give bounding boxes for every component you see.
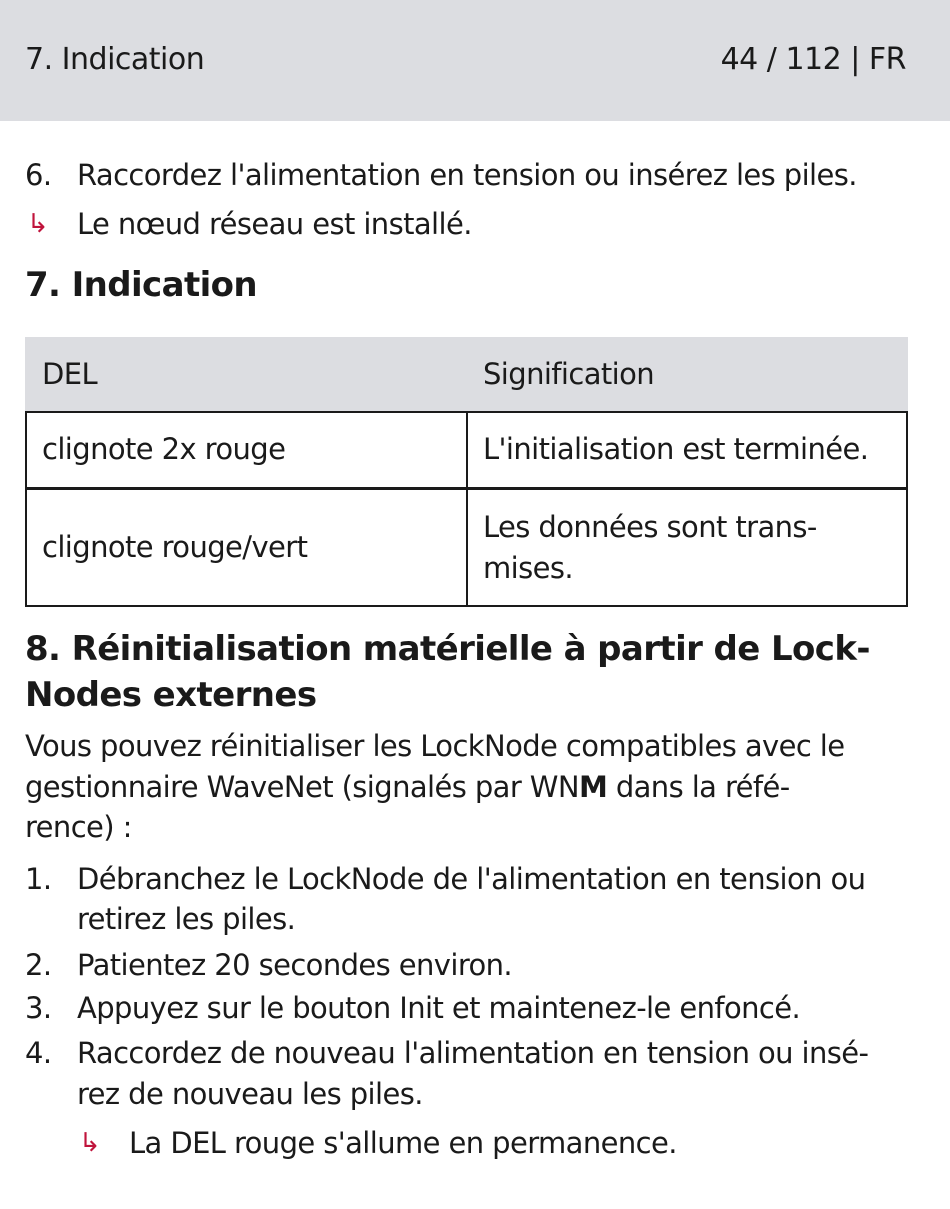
- step-number: 2.: [25, 948, 52, 982]
- table-cell-signification: L'initialisation est terminée.: [483, 432, 869, 466]
- result-text: La DEL rouge s'allume en permanence.: [129, 1126, 677, 1160]
- table-cell-del: clignote rouge/vert: [42, 530, 308, 564]
- step-text: Débranchez le LockNode de l'alimentation en tension ou: [77, 862, 866, 896]
- result-arrow-icon: ↳: [79, 1128, 101, 1158]
- result-text: Le nœud réseau est installé.: [77, 207, 472, 241]
- table-border: [466, 411, 468, 607]
- step-text: Patientez 20 secondes environ.: [77, 948, 513, 982]
- step-number: 1.: [25, 862, 52, 896]
- step-text: Appuyez sur le bouton Init et maintenez-le enfoncé.: [77, 991, 801, 1025]
- table-cell-signification: Les données sont trans-: [483, 510, 817, 544]
- intro-paragraph: rence) :: [25, 810, 132, 844]
- intro-bold: M: [578, 770, 608, 804]
- step-text: retirez les piles.: [77, 902, 296, 936]
- section-7-title: 7. Indication: [25, 265, 258, 305]
- result-arrow-icon: ↳: [27, 209, 49, 239]
- step-number: 3.: [25, 991, 52, 1025]
- intro-text: dans la réfé-: [607, 770, 790, 804]
- page-header: [0, 0, 950, 121]
- step-text: rez de nouveau les piles.: [77, 1077, 423, 1111]
- table-border: [25, 411, 27, 607]
- intro-text: gestionnaire WaveNet (signalés par WN: [25, 770, 579, 804]
- section-8-title: 8. Réinitialisation matérielle à partir de Lock-: [25, 629, 870, 669]
- step-number: 6.: [25, 158, 52, 192]
- step-text: Raccordez de nouveau l'alimentation en tension ou insé-: [77, 1036, 869, 1070]
- intro-paragraph: Vous pouvez réinitialiser les LockNode compatibles avec le: [25, 729, 845, 763]
- section-8-title: Nodes externes: [25, 675, 317, 715]
- table-header-del: DEL: [42, 357, 98, 391]
- header-section-title: 7. Indication: [25, 42, 205, 77]
- step-text: Raccordez l'alimentation en tension ou insérez les piles.: [77, 158, 857, 192]
- table-header-row: [25, 337, 908, 412]
- table-cell-signification: mises.: [483, 551, 573, 585]
- table-cell-del: clignote 2x rouge: [42, 432, 286, 466]
- step-number: 4.: [25, 1036, 52, 1070]
- table-header-signification: Signification: [483, 357, 655, 391]
- intro-paragraph: [25, 767, 790, 807]
- header-page-info: 44 / 112 | FR: [720, 42, 906, 77]
- table-border: [906, 411, 908, 607]
